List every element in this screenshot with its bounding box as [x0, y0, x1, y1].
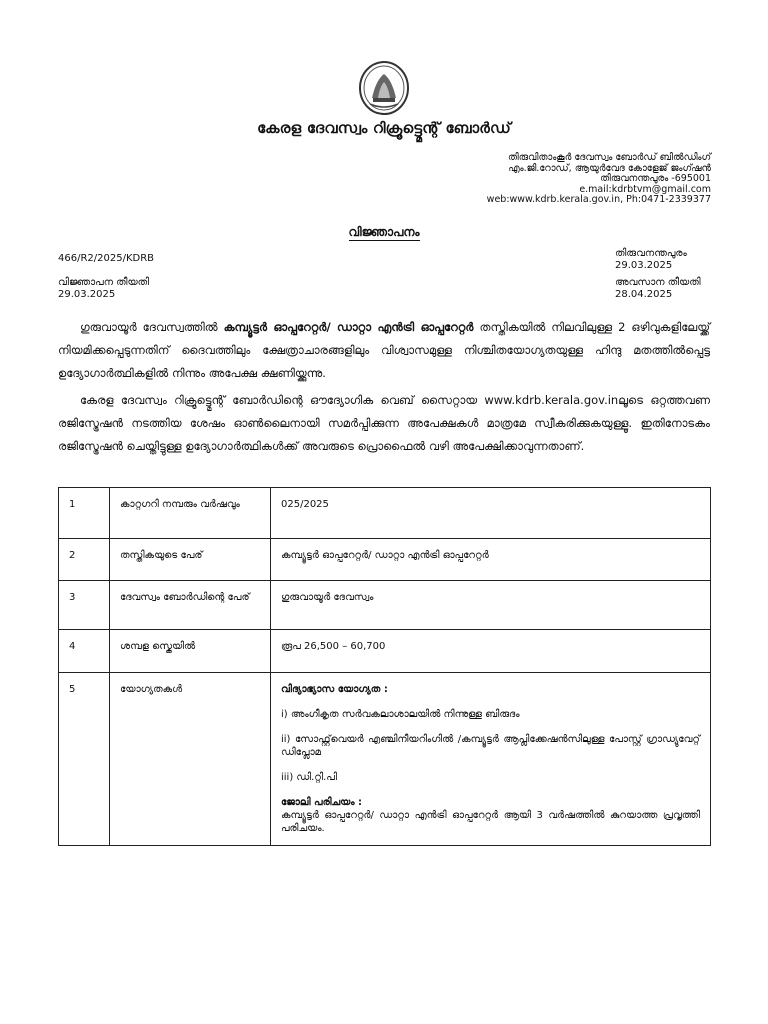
organization-title: കേരള ദേവസ്വം റിക്രൂട്ട്മെന്റ് ബോർഡ് [257, 119, 511, 137]
row-number: 2 [59, 539, 110, 581]
row-label: ശമ്പള സ്കെയിൽ [110, 630, 271, 673]
qualification-item-number: i) [281, 709, 288, 720]
notification-date-label: വിജ്ഞാപന തീയതി [58, 277, 149, 288]
row-number: 5 [59, 673, 110, 846]
notification-heading-text: വിജ്ഞാപനം [348, 225, 420, 239]
place-date: 29.03.2025 [615, 260, 673, 271]
qualification-item-number: ii) [281, 734, 291, 745]
address-line-road: എം.ജി.റോഡ്, ആയുർവേദ കോളേജ് ജംഗ്ഷൻ [508, 162, 711, 174]
qualification-item-text: അംഗീകൃത സർവകലാശാലയിൽ നിന്നുള്ള ബിരുദം [287, 709, 520, 720]
application-paragraph: കേരള ദേവസ്വം റിക്രൂട്ട്മെന്റ് ബോർഡിന്റെ ഔദ്യോഗിക വെബ് സൈറ്റായ www.kdrb.kerala.gov.inലൂടെ ഒറ്റത്തവണ രജിസ്ട്രേഷൻ നടത്തിയ ശേഷം ഓൺലൈനായി സമർപ്പിക്കുന്ന അപേക്ഷകൾ മാത്രമേ സ്വീകരിക്കുകയുള്ളൂ. ഇതിനോടകം രജിസ്ട്രേഷൻ ചെയ്തിട്ടുള്ള ഉദ്യോഗാർത്ഥികൾക്ക് അവരുടെ പ്രൊഫൈൽ വഴി അപേക്ഷിക്കാവുന്നതാണ്. [58, 393, 710, 453]
qualification-item [281, 771, 700, 784]
intro-part2: തസ്തികയിൽ നിലവിലുള്ള 2 ഒഴിവുകളിലേയ്ക്ക് നിയമിക്കപ്പെടുന്നതിന് ദൈവത്തിലും ക്ഷേത്രാചാരങ്ങളിലും വിശ്വാസമുള്ള നിശ്ചിതയോഗ്യതയുള്ള ഹിന്ദു മതത്തിൽപ്പെട്ട ഉദ്യോഗാർത്ഥികളിൽ നിന്നും അപേക്ഷ ക്ഷണിയ്ക്കുന്നു. [58, 320, 711, 380]
row-label: തസ്തികയുടെ പേര് [110, 539, 271, 581]
row-value-salary: രൂപ 26,500 – 60,700 [271, 630, 711, 673]
row-value-post: കമ്പ്യൂട്ടർ ഓപ്പറേറ്റർ/ ഡാറ്റാ എൻട്രി ഓപ്പറേറ്റർ [271, 539, 711, 581]
education-heading: വിദ്യാഭ്യാസ യോഗ്യത : [281, 684, 388, 695]
details-table [58, 487, 711, 846]
address-line-web-phone: web:www.kdrb.kerala.gov.in, Ph:0471-2339377 [486, 194, 711, 206]
qualification-item [281, 708, 700, 721]
qualification-item-text: ഡി.റ്റി.പി [293, 772, 338, 783]
row-label: കാറ്റഗറി നമ്പരും വർഷവും [110, 488, 271, 539]
qualification-item [281, 733, 700, 759]
last-date-label: അവസാന തീയതി [615, 277, 701, 288]
qualification-item-text: സോഫ്റ്റ്‌വെയർ എഞ്ചിനീയറിംഗിൽ /കമ്പ്യൂട്ടർ ആപ്ലിക്കേഷൻസിലുള്ള പോസ്റ്റ് ഗ്രാഡ്യുവേറ്റ് ഡിപ്ലോമ [281, 734, 700, 758]
address-line-building: തിരുവിതാംകൂർ ദേവസ്വം ബോർഡ് ബിൽഡിംഗ് [507, 152, 711, 163]
address-line-city: തിരുവനന്തപുരം -695001 [600, 173, 711, 185]
experience-heading: ജോലി പരിചയം : [281, 797, 363, 808]
table-row [59, 581, 711, 630]
table-row [59, 488, 711, 539]
last-date-block [615, 277, 701, 301]
place: തിരുവനന്തപുരം [615, 248, 687, 259]
table-row [59, 630, 711, 673]
row-number: 1 [59, 488, 110, 539]
notification-date-block [58, 277, 149, 301]
address-line-email: e.mail:kdrbtvm@gmail.com [579, 183, 711, 195]
office-address [487, 153, 711, 206]
row-label: യോഗ്യതകൾ [110, 673, 271, 846]
notification-date: 29.03.2025 [58, 289, 116, 300]
place-and-date [615, 248, 687, 272]
qualification-item-number: iii) [281, 772, 294, 783]
row-value-category: 025/2025 [271, 488, 711, 539]
row-value-qualifications [271, 673, 711, 846]
intro-part1: ഗുരുവായൂർ ദേവസ്വത്തിൽ [80, 320, 224, 334]
row-number: 4 [59, 630, 110, 673]
intro-post-name: കമ്പ്യൂട്ടർ ഓപ്പറേറ്റർ/ ഡാറ്റാ എൻട്രി ഓപ്പറേറ്റർ [223, 320, 474, 334]
reference-number: 466/R2/2025/KDRB [58, 253, 155, 264]
intro-paragraph [58, 316, 710, 385]
notification-heading [0, 225, 768, 240]
row-label: ദേവസ്വം ബോർഡിന്റെ പേര് [110, 581, 271, 630]
row-number: 3 [59, 581, 110, 630]
table-row [59, 673, 711, 846]
experience-text: കമ്പ്യൂട്ടർ ഓപ്പറേറ്റർ/ ഡാറ്റാ എൻട്രി ഓപ്പറേറ്റർ ആയി 3 വർഷത്തിൽ കുറയാത്ത പ്രവൃത്തി പരിചയം. [281, 810, 700, 834]
kerala-emblem-icon [358, 60, 410, 116]
last-date: 28.04.2025 [615, 289, 673, 300]
table-row [59, 539, 711, 581]
row-value-devaswom: ഗുരുവായൂർ ദേവസ്വം [271, 581, 711, 630]
